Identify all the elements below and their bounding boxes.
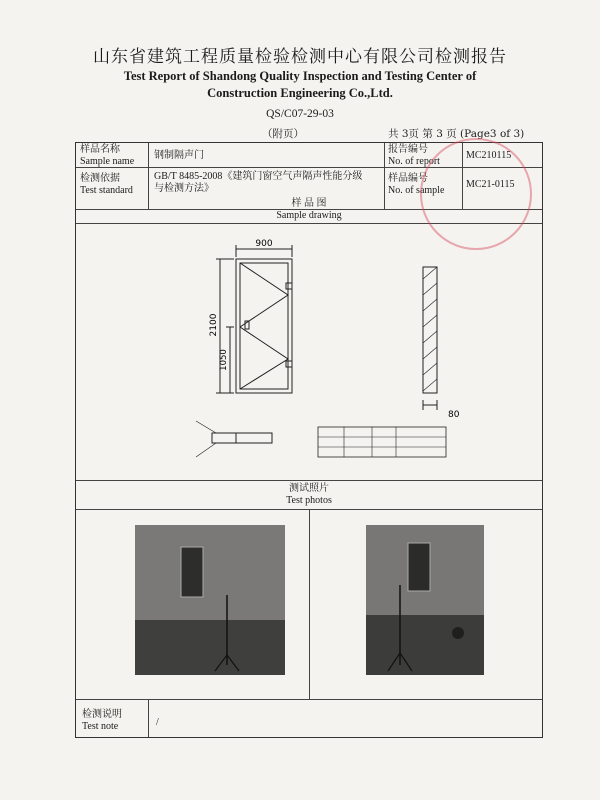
- col-divider: [148, 699, 149, 737]
- sample-name-value: 钢制隔声门: [154, 150, 204, 161]
- report-no-value: MC210115: [466, 150, 512, 161]
- sample-name-label: 样品名称 Sample name: [80, 144, 135, 167]
- row-divider: [76, 699, 542, 700]
- report-no-label: 报告编号 No. of report: [388, 144, 440, 167]
- door-side-view: [423, 267, 437, 393]
- appendix-label: （附页）: [262, 128, 304, 140]
- test-note-value: /: [156, 717, 159, 728]
- test-photo-right: [366, 525, 484, 675]
- row-divider: [76, 480, 542, 481]
- standard-label: 检测依据 Test standard: [80, 173, 133, 196]
- drawing-title-block: [318, 427, 446, 457]
- dimension-height-label: 2100: [209, 313, 219, 337]
- dimension-depth-label: 80: [448, 410, 460, 420]
- standard-value: GB/T 8485-2008《建筑门窗空气声隔声性能分级 与检测方法》: [154, 171, 363, 194]
- sample-no-label: 样品编号 No. of sample: [388, 173, 445, 196]
- drawing-heading: 样 品 图 Sample drawing: [276, 198, 342, 221]
- test-note-label: 检测说明 Test note: [82, 709, 122, 732]
- hinge-icon: [286, 361, 292, 367]
- photos-heading: 测试照片 Test photos: [286, 483, 332, 506]
- report-title-cn: 山东省建筑工程质量检验检测中心有限公司检测报告: [93, 47, 507, 67]
- report-title-en-line1: Test Report of Shandong Quality Inspection and Testing Center of: [123, 69, 477, 83]
- sample-no-value: MC21-0115: [466, 179, 515, 190]
- test-photo-left: [135, 525, 285, 675]
- report-title-en: [0, 68, 600, 102]
- door-leaf-outline: [240, 263, 288, 389]
- document-code: QS/C07-29-03: [266, 108, 334, 120]
- page-info: 共 3页 第 3 页 (Page3 of 3): [388, 128, 525, 140]
- inspection-seal: [420, 138, 532, 250]
- sample-drawing: [176, 235, 506, 471]
- door-section-detail: [212, 433, 272, 443]
- dimension-width-label: 900: [255, 239, 273, 249]
- door-hinge-lines-lower: [240, 327, 288, 389]
- col-divider: [309, 509, 310, 699]
- door-hinge-lines: [240, 263, 288, 327]
- hinge-icon: [286, 283, 292, 289]
- report-title-en-line2: Construction Engineering Co.,Ltd.: [207, 86, 393, 100]
- dimension-half-height-label: 1050: [219, 349, 229, 371]
